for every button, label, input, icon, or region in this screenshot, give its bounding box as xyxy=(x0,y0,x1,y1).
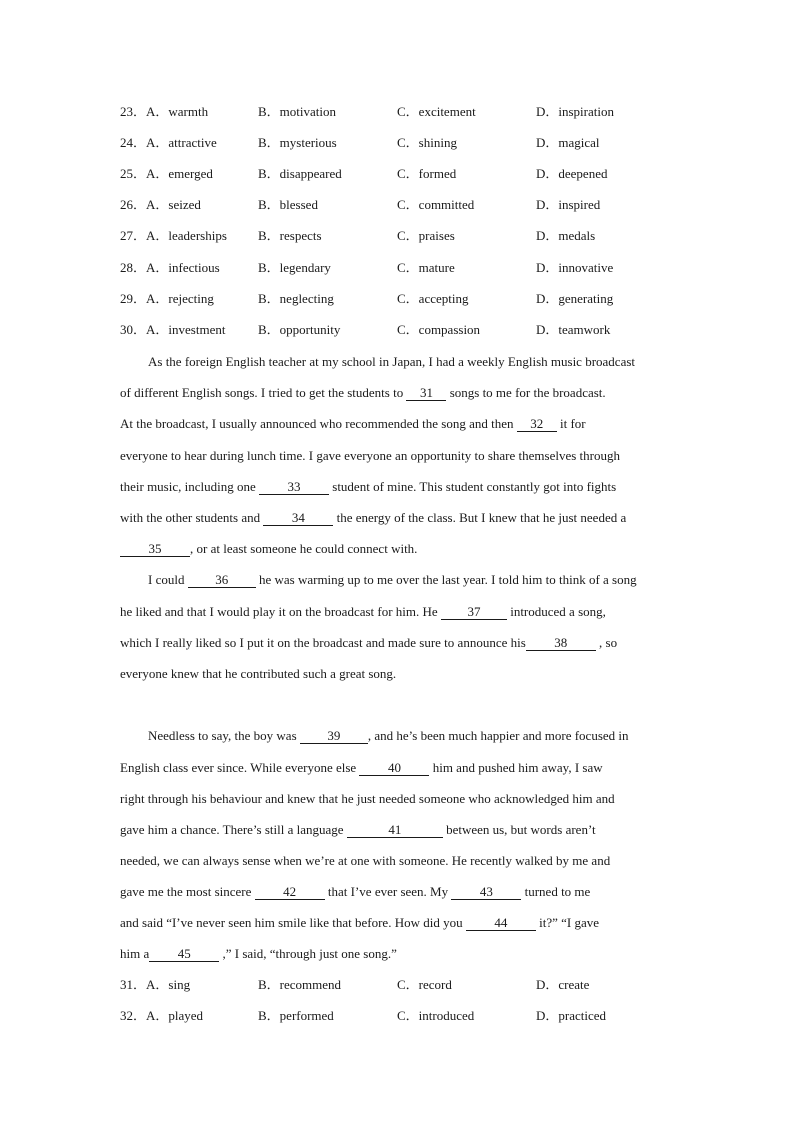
option-a: A．attractive xyxy=(146,135,217,150)
question-number: 23． xyxy=(120,104,147,119)
option-c: C．compassion xyxy=(397,322,481,337)
option-b: B．recommend xyxy=(258,977,342,992)
question-number: 30． xyxy=(120,322,147,337)
question-number: 25． xyxy=(120,166,147,181)
passage-line: Needless to say, the boy was 39 , and he’s been much happier and more focused in xyxy=(148,728,629,743)
passage-line: gave him a chance. There’s still a language 41 between us, but words aren’t xyxy=(120,822,596,837)
option-b: B．performed xyxy=(258,1008,334,1023)
question-number: 32． xyxy=(120,1008,147,1023)
question-number: 31． xyxy=(120,977,147,992)
option-c: C．shining xyxy=(397,135,457,150)
blank-35[interactable]: 35 xyxy=(120,542,190,557)
option-c: C．accepting xyxy=(397,291,469,306)
blank-33[interactable]: 33 xyxy=(259,480,329,495)
passage-line: with the other students and 34 the energy of the class. But I knew that he just needed a xyxy=(120,510,627,525)
option-d: D．practiced xyxy=(536,1008,607,1023)
option-b: B．mysterious xyxy=(258,135,337,150)
passage-line: English class ever since. While everyone else 40 him and pushed him away, I saw xyxy=(120,760,603,775)
option-b: B．respects xyxy=(258,228,322,243)
option-b: B．motivation xyxy=(258,104,337,119)
option-c: C．formed xyxy=(397,166,457,181)
option-d: D．magical xyxy=(536,135,600,150)
option-c: C．committed xyxy=(397,197,475,212)
option-d: D．create xyxy=(536,977,590,992)
passage-line: right through his behaviour and knew that he just needed someone who acknowledged him and xyxy=(120,791,615,806)
passage-line: everyone to hear during lunch time. I gave everyone an opportunity to share themselves through xyxy=(120,448,620,463)
option-a: A．emerged xyxy=(146,166,213,181)
option-c: C．record xyxy=(397,977,452,992)
blank-36[interactable]: 36 xyxy=(188,573,256,588)
option-a: A．played xyxy=(146,1008,204,1023)
option-d: D．deepened xyxy=(536,166,608,181)
option-b: B．blessed xyxy=(258,197,318,212)
passage-line: which I really liked so I put it on the broadcast and made sure to announce his 38 , so xyxy=(120,635,618,650)
question-number: 24． xyxy=(120,135,147,150)
option-a: A．infectious xyxy=(146,260,220,275)
passage-line: of different English songs. I tried to get the students to 31 songs to me for the broadcast. xyxy=(120,385,606,400)
blank-45[interactable]: 45 xyxy=(149,947,219,962)
option-b: B．neglecting xyxy=(258,291,334,306)
blank-31[interactable]: 31 xyxy=(406,386,446,401)
option-d: D．innovative xyxy=(536,260,614,275)
option-d: D．inspiration xyxy=(536,104,614,119)
passage-line: everyone knew that he contributed such a great song. xyxy=(120,666,397,681)
question-number: 27． xyxy=(120,228,147,243)
option-a: A．leaderships xyxy=(146,228,227,243)
passage-line: At the broadcast, I usually announced who recommended the song and then 32 it for xyxy=(120,416,586,431)
blank-44[interactable]: 44 xyxy=(466,916,536,931)
option-a: A．warmth xyxy=(146,104,209,119)
question-number: 29． xyxy=(120,291,147,306)
option-d: D．medals xyxy=(536,228,596,243)
passage-line: I could 36 he was warming up to me over the last year. I told him to think of a song xyxy=(148,572,637,587)
option-d: D．inspired xyxy=(536,197,601,212)
blank-42[interactable]: 42 xyxy=(255,885,325,900)
option-b: B．opportunity xyxy=(258,322,341,337)
passage xyxy=(120,0,680,1123)
question-number: 26． xyxy=(120,197,147,212)
blank-32[interactable]: 32 xyxy=(517,417,557,432)
passage-line: needed, we can always sense when we’re at one with someone. He recently walked by me and xyxy=(120,853,611,868)
option-a: A．rejecting xyxy=(146,291,214,306)
blank-39[interactable]: 39 xyxy=(300,729,368,744)
passage-line: As the foreign English teacher at my school in Japan, I had a weekly English music broadcast xyxy=(148,354,636,369)
blank-40[interactable]: 40 xyxy=(359,761,429,776)
option-a: A．investment xyxy=(146,322,226,337)
passage-line: 35 , or at least someone he could connect with. xyxy=(120,539,417,559)
blank-34[interactable]: 34 xyxy=(263,511,333,526)
option-a: A．sing xyxy=(146,977,191,992)
option-b: B．disappeared xyxy=(258,166,342,181)
passage-line: he liked and that I would play it on the broadcast for him. He 37 introduced a song, xyxy=(120,604,606,619)
option-c: C．mature xyxy=(397,260,455,275)
passage-line: their music, including one 33 student of mine. This student constantly got into fights xyxy=(120,479,617,494)
question-number: 28． xyxy=(120,260,147,275)
option-a: A．seized xyxy=(146,197,201,212)
option-c: C．introduced xyxy=(397,1008,475,1023)
passage-line: and said “I’ve never seen him smile like that before. How did you 44 it?” “I gave xyxy=(120,915,599,930)
option-c: C．excitement xyxy=(397,104,476,119)
option-d: D．generating xyxy=(536,291,614,306)
blank-41[interactable]: 41 xyxy=(347,823,443,838)
passage-line: gave me the most sincere 42 that I’ve ever seen. My 43 turned to me xyxy=(120,884,591,899)
option-c: C．praises xyxy=(397,228,455,243)
blank-37[interactable]: 37 xyxy=(441,605,507,620)
option-b: B．legendary xyxy=(258,260,331,275)
option-d: D．teamwork xyxy=(536,322,611,337)
blank-38[interactable]: 38 xyxy=(526,636,596,651)
passage-line: him a 45 ,” I said, “through just one song.” xyxy=(120,946,397,961)
blank-43[interactable]: 43 xyxy=(451,885,521,900)
